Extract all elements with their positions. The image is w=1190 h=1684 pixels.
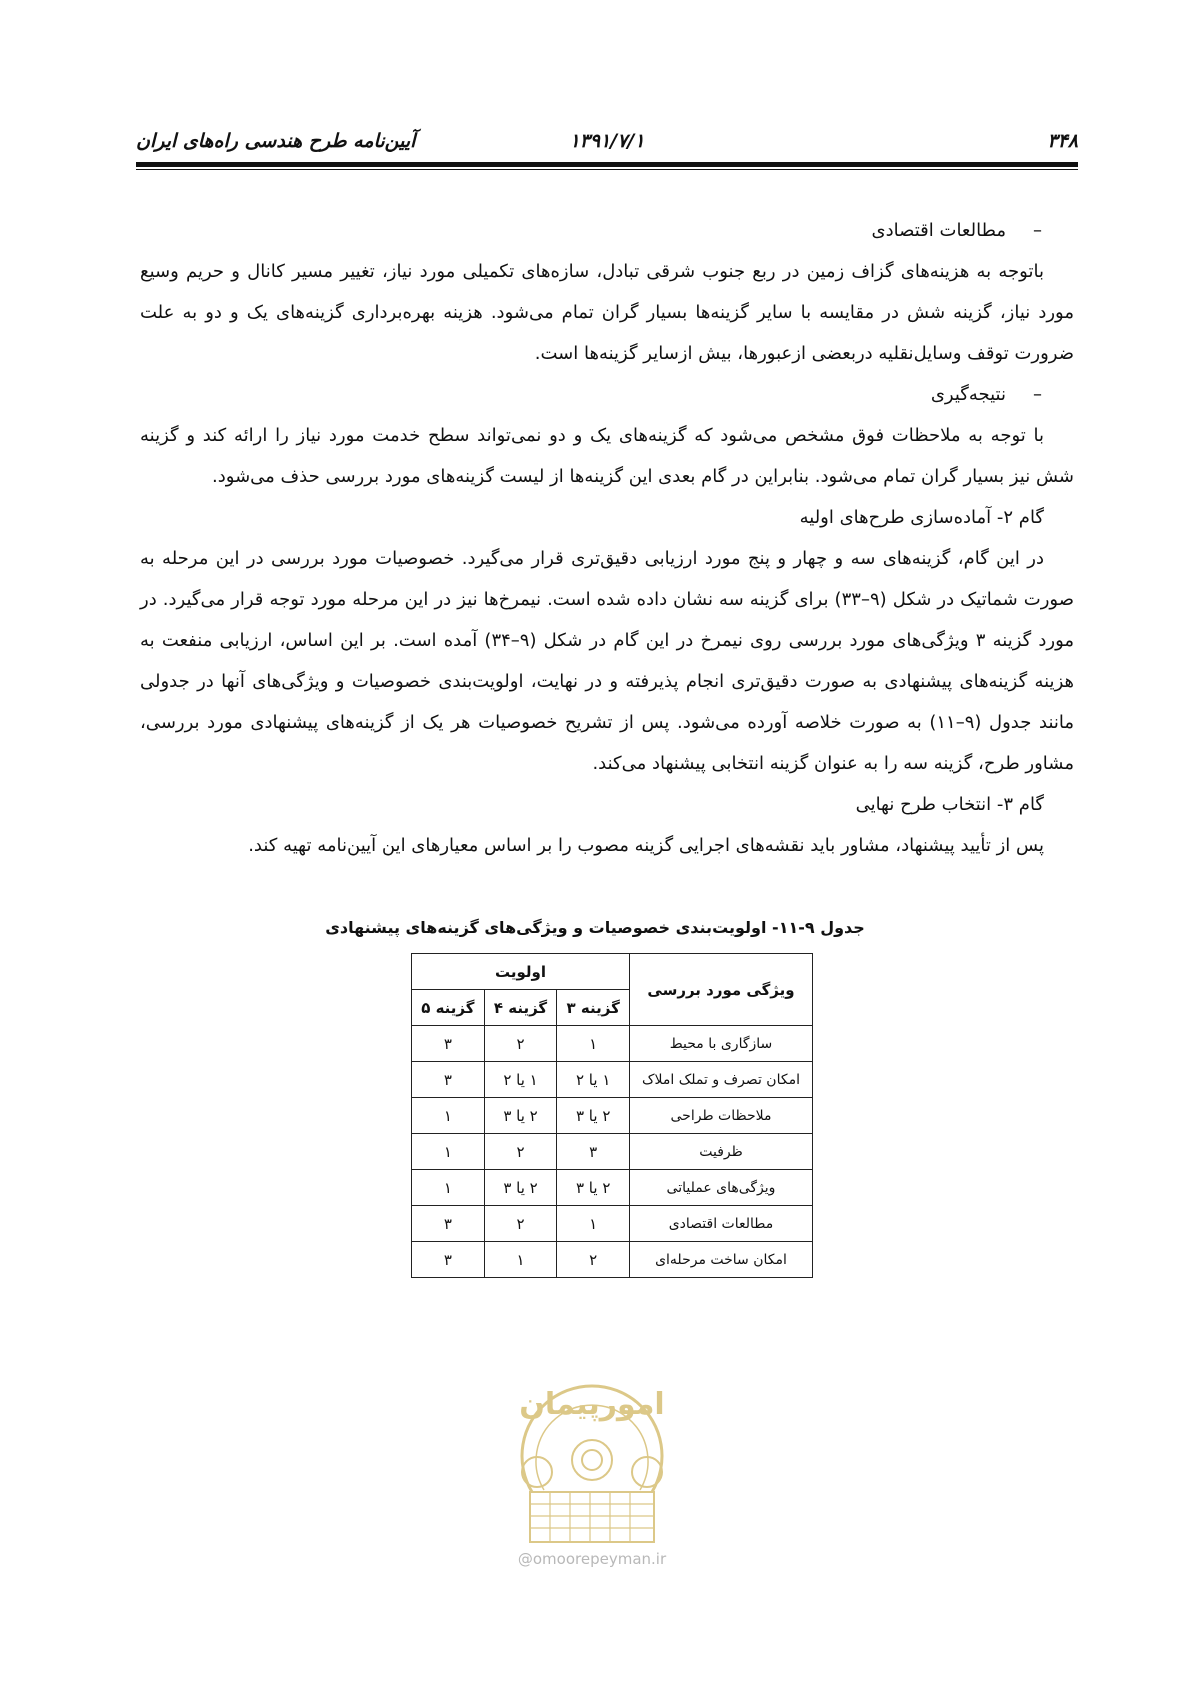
- table-header-row: [412, 954, 813, 990]
- value-cell: ۳: [412, 1026, 485, 1062]
- table-row: [412, 1206, 813, 1242]
- watermark-logo-text: امورپیمان: [519, 1387, 665, 1422]
- feature-cell: سازگاری با محیط: [630, 1026, 813, 1062]
- dash-bullet: –: [1033, 220, 1042, 241]
- value-cell: ۱: [412, 1170, 485, 1206]
- conclusion-paragraph: با توجه به ملاحظات فوق مشخص می‌شود که گزینه‌های یک و دو نمی‌تواند سطح خدمت مورد نیاز را ارائه کند و گزینه شش نیز بسیار گران تمام می‌شود. بنابراین در گام بعدی این گزینه‌ها از لیست گزینه‌های مورد بررسی حذف می‌شود.: [140, 425, 1074, 487]
- option-header: گزینه ۴: [484, 990, 557, 1026]
- econ-paragraph: باتوجه به هزینه‌های گزاف زمین در ربع جنوب شرقی تبادل، سازه‌های تکمیلی مورد نیاز، تغییر مسیر کانال و حریم وسیع مورد نیاز، گزینه شش در مقایسه با سایر گزینه‌ها بسیار گران تمام می‌شود. هزینه بهره‌برداری گزینه‌های یک و دو به علت ضرورت توقف وسایل‌نقلیه دربعضی ازعبورها، بیش ازسایر گزینه‌ها است.: [140, 261, 1074, 364]
- watermark-logo-icon: [492, 1342, 692, 1552]
- value-cell: ۲ یا ۳: [484, 1098, 557, 1134]
- table-row: [412, 1026, 813, 1062]
- feature-cell: امکان ساخت مرحله‌ای: [630, 1242, 813, 1278]
- value-cell: ۲: [484, 1026, 557, 1062]
- option-header: گزینه ۵: [412, 990, 485, 1026]
- step2-paragraph: در این گام، گزینه‌های سه و چهار و پنج مورد ارزیابی دقیق‌تری قرار می‌گیرد. خصوصیات مورد بررسی در این مرحله به صورت شماتیک در شکل (۹–۳۳) برای گزینه سه نشان داده شده است. نیمرخ‌ها نیز در این مرحله مورد توجه قرار می‌گیرد. در مورد گزینه ۳ ویژگی‌های مورد بررسی روی نیمرخ در این گام در شکل (۹–۳۴) آمده است. بر این اساس، ارزیابی منفعت به هزینه گزینه‌های پیشنهادی به صورت دقیق‌تری انجام پذیرفته و در نهایت، اولویت‌بندی خصوصیات و ویژگی‌های آنها در جدولی مانند جدول (۹–۱۱) به صورت خلاصه آورده می‌شود. پس از تشریح خصوصیات هر یک از گزینه‌های پیشنهادی مورد بررسی، مشاور طرح، گزینه سه را به عنوان گزینه انتخابی پیشنهاد می‌کند.: [140, 548, 1075, 774]
- dash-bullet: –: [1033, 384, 1042, 405]
- econ-heading-text: مطالعات اقتصادی: [871, 220, 1006, 241]
- value-cell: ۲ یا ۳: [557, 1098, 630, 1134]
- value-cell: ۱: [557, 1206, 630, 1242]
- value-cell: ۱: [557, 1026, 630, 1062]
- value-cell: ۱ یا ۲: [557, 1062, 630, 1098]
- value-cell: ۲ یا ۳: [484, 1170, 557, 1206]
- body-text: [140, 210, 1074, 866]
- feature-header: ویژگی مورد بررسی: [630, 954, 813, 1026]
- table-row: [412, 1170, 813, 1206]
- option-header: گزینه ۳: [557, 990, 630, 1026]
- value-cell: ۱: [412, 1098, 485, 1134]
- header-rule-thin: [136, 169, 1078, 170]
- table-row: [412, 1134, 813, 1170]
- header-rule-thick: [136, 162, 1078, 167]
- table-row: [412, 1062, 813, 1098]
- value-cell: ۱: [412, 1134, 485, 1170]
- econ-heading: [140, 210, 1074, 251]
- value-cell: ۳: [557, 1134, 630, 1170]
- value-cell: ۲: [484, 1206, 557, 1242]
- value-cell: ۲: [484, 1134, 557, 1170]
- step3-heading: گام ۳- انتخاب طرح نهایی: [855, 794, 1044, 815]
- step3-paragraph: پس از تأیید پیشنهاد، مشاور باید نقشه‌های اجرایی گزینه مصوب را بر اساس معیارهای این آیین‌نامه تهیه کند.: [248, 835, 1044, 856]
- value-cell: ۳: [412, 1206, 485, 1242]
- table-caption: جدول ۹-۱۱- اولویت‌بندی خصوصیات و ویژگی‌های گزینه‌های پیشنهادی: [325, 918, 865, 937]
- feature-cell: ظرفیت: [630, 1134, 813, 1170]
- feature-cell: مطالعات اقتصادی: [630, 1206, 813, 1242]
- feature-cell: ملاحظات طراحی: [630, 1098, 813, 1134]
- watermark-site: @omoorepeyman.ir: [517, 1550, 667, 1568]
- conclusion-heading-text: نتیجه‌گیری: [930, 384, 1006, 405]
- value-cell: ۲: [557, 1242, 630, 1278]
- conclusion-heading: [140, 374, 1074, 415]
- header-date: ۱۳۹۱/۷/۱: [569, 130, 645, 152]
- value-cell: ۳: [412, 1062, 485, 1098]
- page-header: [136, 128, 1078, 158]
- feature-cell: امکان تصرف و تملک املاک: [630, 1062, 813, 1098]
- step2-heading: گام ۲- آماده‌سازی طرح‌های اولیه: [799, 507, 1044, 528]
- value-cell: ۱ یا ۲: [484, 1062, 557, 1098]
- feature-cell: ویژگی‌های عملیاتی: [630, 1170, 813, 1206]
- priority-table: [411, 953, 813, 1278]
- table-row: [412, 1098, 813, 1134]
- value-cell: ۲ یا ۳: [557, 1170, 630, 1206]
- table-row: [412, 1242, 813, 1278]
- value-cell: ۳: [412, 1242, 485, 1278]
- page-number: ۳۴۸: [1047, 130, 1078, 152]
- priority-header: اولویت: [412, 954, 630, 990]
- watermark-site-text: omoorepeyman.ir: [532, 1550, 667, 1568]
- value-cell: ۱: [484, 1242, 557, 1278]
- header-title: آیین‌نامه طرح هندسی راه‌های ایران: [136, 130, 416, 152]
